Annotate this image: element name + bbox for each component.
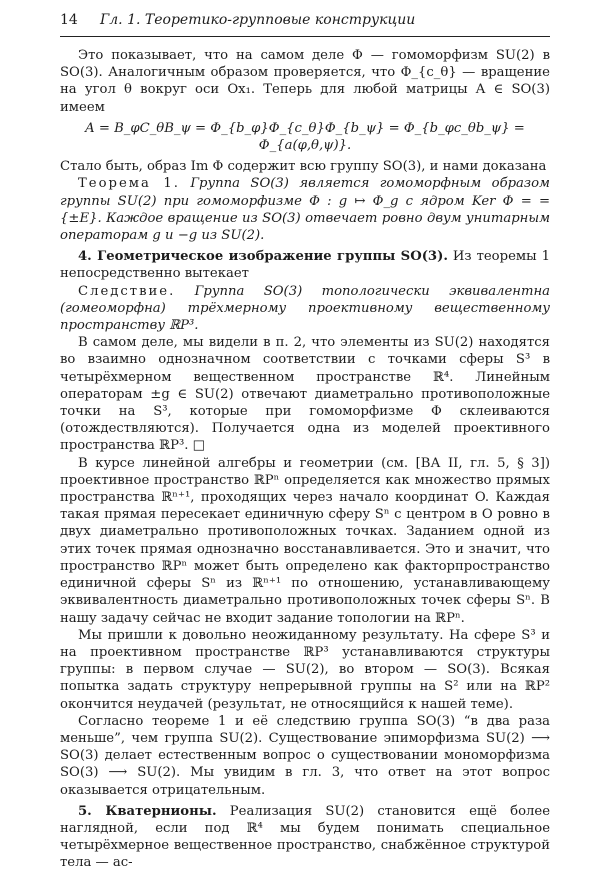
section-heading: 5. Кватернионы. bbox=[78, 803, 217, 819]
paragraph: В курсе линейной алгебры и геометрии (см. [ВА II, гл. 5, § 3]) проективное пространство ℝPⁿ определяется как множество прямых пространства ℝⁿ⁺¹, проходящих через начало координат O. Каждая такая прямая пересекает единичную сферу Sⁿ с центром в O ровно в двух диаметрально противоположных точках. Заданием одной из этих точек прямая однозначно восстанавливается. Это и значит, что пространство ℝPⁿ может быть определено как факторпространство единичной сферы Sⁿ из ℝⁿ⁺¹ по отношению, устанавливающему эквивалентность диаметрально противоположных точек сферы Sⁿ. В нашу задачу сейчас не входит задание топологии на ℝPⁿ. bbox=[60, 455, 550, 626]
page-number: 14 bbox=[60, 12, 78, 28]
section-text: Реализация SU(2) становится ещё более наглядной, если под ℝ⁴ мы будем понимать специальное четырёхмерное вещественное пространство, снабжённое структурой тела — ас- bbox=[60, 803, 551, 871]
paragraph: Мы пришли к довольно неожиданному результату. На сфере S³ и на проективном пространстве ℝP³ устанавливаются структуры группы: в первом случае — SU(2), во втором — SO(3). Всякая попытка задать структуру непрерывной группы на S² или на ℝP² окончится неудачей (результат, не относящийся к нашей теме). bbox=[60, 627, 550, 712]
section-4 bbox=[60, 248, 550, 282]
corollary bbox=[60, 283, 550, 335]
book-page bbox=[60, 12, 550, 872]
paragraph: Стало быть, образ Im Φ содержит всю группу SO(3), и нами доказана bbox=[60, 159, 547, 175]
running-title: Гл. 1. Теоретико-групповые конструкции bbox=[100, 12, 416, 28]
theorem-text: Группа SO(3) является гомоморфным образом группы SU(2) при гомоморфизме Φ : g ↦ Φ_g с ядром Ker Φ = = {±E}. Каждое вращение из SO(3) отвечает ровно двум унитарным операторам g и −g из SU(2). bbox=[60, 176, 550, 244]
header-rule bbox=[60, 36, 550, 37]
paragraph: В самом деле, мы видели в п. 2, что элементы из SU(2) находятся во взаимно однозначном соответствии с точками сферы S³ в четырёхмерном вещественном пространстве ℝ⁴. Линейным операторам ±g ∈ SU(2) отвечают диаметрально противоположные точки на S³, которые при гомоморфизме Φ склеиваются (отождествляются). Получается одна из моделей проективного пространства ℝP³. □ bbox=[60, 335, 550, 454]
section-heading: 4. Геометрическое изображение группы SO(3). bbox=[78, 249, 448, 265]
corollary-label: Следствие. bbox=[78, 283, 176, 299]
theorem-label: Теорема 1. bbox=[78, 176, 180, 192]
theorem-1 bbox=[60, 175, 550, 244]
section-text: Из теоремы 1 непосредственно вытекает bbox=[60, 249, 550, 282]
running-header bbox=[60, 12, 550, 34]
display-formula: A = B_φC_θB_ψ = Φ_{b_φ}Φ_{c_θ}Φ_{b_ψ} = Φ_{b_φc_θb_ψ} = Φ_{a(φ,θ,ψ)}. bbox=[85, 120, 525, 154]
section-5 bbox=[60, 803, 550, 872]
paragraph: Согласно теореме 1 и её следствию группа SO(3) “в два раза меньше”, чем группа SU(2). Существование эпиморфизма SU(2) ⟶ SO(3) делает естественным вопрос о существовании мономорфизма SO(3) ⟶ SU(2). Мы увидим в гл. 3, что ответ на этот вопрос оказывается отрицательным. bbox=[60, 713, 550, 798]
paragraph: Это показывает, что на самом деле Φ — гомоморфизм SU(2) в SO(3). Аналогичным образом проверяется, что Φ_{c_θ} — вращение на угол θ вокруг оси Ox₁. Теперь для любой матрицы A ∈ SO(3) имеем bbox=[60, 48, 550, 115]
corollary-text: Группа SO(3) топологически эквивалентна (гомеоморфна) трёхмерному проективному вещественному пространству ℝP³. bbox=[60, 283, 550, 334]
